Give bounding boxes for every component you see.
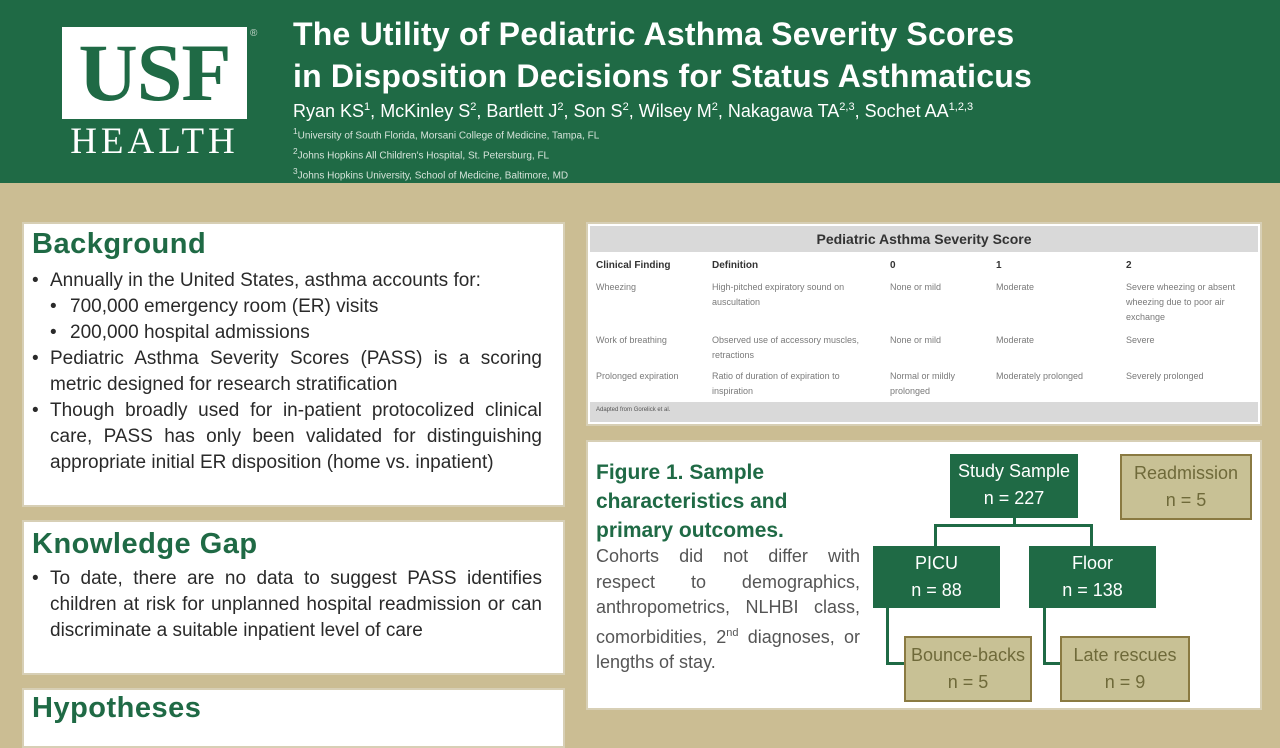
author-name: Nakagawa TA: [727, 101, 840, 121]
connector-line: [934, 524, 937, 548]
author-separator: ,: [717, 101, 728, 121]
usf-health-logo: [62, 27, 247, 162]
knowledge-gap-panel: [22, 520, 565, 675]
logo-usf-text: USF: [62, 27, 247, 119]
hypotheses-heading: Hypotheses: [32, 692, 202, 724]
author-separator: ,: [628, 101, 639, 121]
table-header-definition: Definition: [712, 260, 759, 271]
connector-line: [1043, 608, 1046, 664]
author-separator: ,: [370, 101, 381, 121]
background-sub-bullet-1: • 700,000 emergency room (ER) visits: [70, 294, 378, 320]
author-affiliation-marker: 2: [622, 101, 629, 113]
table-header-clinical-finding: Clinical Finding: [596, 260, 671, 271]
author-name: Son S: [573, 101, 623, 121]
connector-line: [1090, 524, 1093, 548]
author-name: Bartlett J: [486, 101, 558, 121]
figure-description: Cohorts did not differ with respect to demographics, anthropometrics, NLHBI class, comorbidities, 2nd diagnoses, or lengths of stay.: [596, 546, 860, 672]
title-line-2: in Disposition Decisions for Status Asthmaticus: [293, 58, 1032, 94]
background-bullet-3: • Though broadly used for in-patient protocolized clinical care, PASS has only been validated for distinguishing appropriate initial ER disposition (home vs. inpatient): [32, 398, 542, 476]
table-cell: Severe: [1126, 335, 1155, 345]
logo-health-text: HEALTH: [70, 121, 239, 162]
affiliation-1: $^1$University of South Florida, Morsani College of Medicine, Tampa, FL: [293, 126, 600, 142]
author-affiliation-marker: 2: [711, 101, 718, 113]
pass-table-panel: [586, 222, 1262, 426]
late-rescues-box: Late rescues n = 9: [1060, 636, 1190, 702]
connector-line: [886, 662, 906, 665]
study-sample-box: Study Sample n = 227: [950, 454, 1078, 518]
floor-box: Floor n = 138: [1029, 546, 1156, 608]
background-bullet-2: • Pediatric Asthma Severity Scores (PASS) is a scoring metric designed for research stratification: [32, 346, 542, 398]
readmission-box: Readmission n = 5: [1120, 454, 1252, 520]
author-affiliation-marker: 2: [557, 101, 564, 113]
figure-title: Figure 1. Sample characteristics and primary outcomes.: [596, 461, 788, 542]
background-sub-bullet-2: • 200,000 hospital admissions: [70, 320, 310, 346]
table-cell: Moderate: [996, 282, 1035, 292]
title-line-1: The Utility of Pediatric Asthma Severity Scores: [293, 16, 1015, 52]
author-affiliation-marker: 2: [470, 101, 477, 113]
author-name: Ryan KS: [293, 101, 365, 121]
poster-title: [293, 13, 1263, 97]
author-separator: ,: [563, 101, 574, 121]
background-bullet-1: • Annually in the United States, asthma accounts for:: [32, 268, 556, 294]
picu-box: PICU n = 88: [873, 546, 1000, 608]
author-name: Sochet AA: [864, 101, 949, 121]
background-heading: Background: [32, 228, 207, 260]
table-header-0: 0: [890, 260, 896, 271]
table-cell: Ratio of duration of expiration to inspiration: [712, 371, 840, 396]
affiliation-3: $^3$Johns Hopkins University, School of Medicine, Baltimore, MD: [293, 166, 569, 182]
table-cell: Moderately prolonged: [996, 371, 1084, 381]
author-separator: ,: [854, 101, 865, 121]
table-cell: Severe wheezing or absent wheezing due to poor air exchange: [1126, 282, 1236, 322]
registered-mark: ®: [250, 28, 258, 39]
poster-header: [0, 0, 1280, 183]
author-affiliation-marker: 2,3: [839, 101, 855, 113]
table-cell: None or mild: [890, 335, 942, 345]
bounce-backs-box: Bounce-backs n = 5: [904, 636, 1032, 702]
table-cell: Observed use of accessory muscles, retractions: [712, 335, 860, 360]
table-header-2: 2: [1126, 260, 1132, 271]
author-name: McKinley S: [380, 101, 471, 121]
author-affiliation-marker: 1: [364, 101, 371, 113]
author-separator: ,: [476, 101, 487, 121]
table-cell: Normal or mildly prolonged: [890, 371, 956, 396]
connector-line: [886, 608, 889, 664]
affiliation-2: $^2$Johns Hopkins All Children's Hospital, St. Petersburg, FL: [293, 146, 550, 162]
table-cell: Moderate: [996, 335, 1035, 345]
table-title: Pediatric Asthma Severity Score: [590, 226, 1258, 252]
knowledge-gap-heading: Knowledge Gap: [32, 528, 258, 560]
table-cell: None or mild: [890, 282, 942, 292]
knowledge-gap-bullet-1: • To date, there are no data to suggest PASS identifies children at risk for unplanned hospital readmission or can discriminate a suitable inpatient level of care: [32, 566, 542, 644]
table-footnote: Adapted from Gorelick et al.: [596, 407, 671, 413]
table-footnote-bar: [590, 402, 1258, 422]
table-cell: Wheezing: [596, 282, 637, 292]
background-panel: [22, 222, 565, 507]
table-cell: Work of breathing: [596, 335, 667, 345]
connector-line: [934, 524, 1092, 527]
table-header-1: 1: [996, 260, 1002, 271]
author-name: Wilsey M: [638, 101, 712, 121]
author-affiliation-marker: 1,2,3: [948, 101, 974, 113]
author-list: [293, 96, 1263, 122]
hypotheses-panel: [22, 688, 565, 748]
table-cell: Severely prolonged: [1126, 371, 1204, 381]
table-cell: Prolonged expiration: [596, 371, 679, 381]
table-cell: High-pitched expiratory sound on auscultation: [712, 282, 845, 307]
figure-panel: [586, 440, 1262, 710]
